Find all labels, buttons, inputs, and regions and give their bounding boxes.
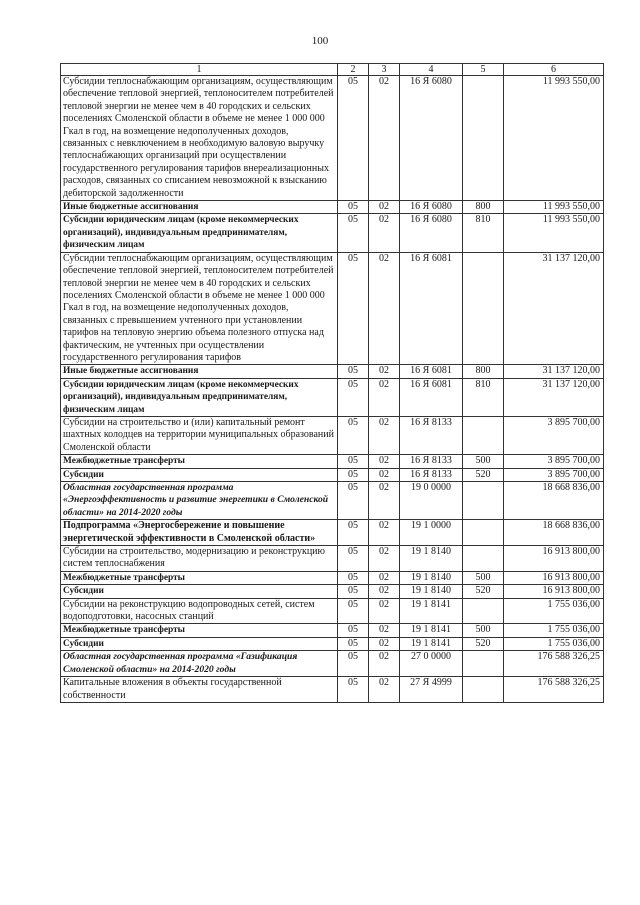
expense-type-code: 500 [463, 624, 504, 637]
table-row [61, 520, 604, 546]
expense-type-code: 500 [463, 571, 504, 584]
subsection-code: 02 [369, 455, 400, 468]
table-row [61, 214, 604, 252]
subsection-code: 02 [369, 482, 400, 520]
column-header-3: 3 [369, 64, 400, 76]
amount: 16 913 800,00 [504, 546, 604, 572]
section-code: 05 [338, 598, 369, 624]
target-article-code: 19 1 8141 [400, 637, 463, 650]
amount: 3 895 700,00 [504, 468, 604, 481]
subsection-code: 02 [369, 201, 400, 214]
target-article-code: 16 Я 6080 [400, 201, 463, 214]
section-code: 05 [338, 677, 369, 703]
target-article-code: 16 Я 8133 [400, 455, 463, 468]
target-article-code: 16 Я 6080 [400, 214, 463, 252]
table-row [61, 677, 604, 703]
subsection-code: 02 [369, 637, 400, 650]
amount: 3 895 700,00 [504, 455, 604, 468]
item-name: Областная государственная программа «Газификация Смоленской области» на 2014-2020 годы [61, 651, 338, 677]
table-row [61, 252, 604, 365]
section-code: 05 [338, 455, 369, 468]
subsection-code: 02 [369, 598, 400, 624]
target-article-code: 16 Я 6081 [400, 365, 463, 378]
table-row [61, 468, 604, 481]
table-row [61, 365, 604, 378]
amount: 1 755 036,00 [504, 598, 604, 624]
section-code: 05 [338, 585, 369, 598]
expense-type-code: 500 [463, 455, 504, 468]
subsection-code: 02 [369, 651, 400, 677]
target-article-code: 16 Я 8133 [400, 468, 463, 481]
expense-type-code [463, 546, 504, 572]
expense-type-code: 800 [463, 365, 504, 378]
subsection-code: 02 [369, 416, 400, 454]
subsection-code: 02 [369, 624, 400, 637]
section-code: 05 [338, 468, 369, 481]
column-number-row [61, 64, 604, 76]
target-article-code: 19 1 8140 [400, 585, 463, 598]
target-article-code: 19 1 8140 [400, 571, 463, 584]
amount: 11 993 550,00 [504, 201, 604, 214]
table-row [61, 585, 604, 598]
amount: 1 755 036,00 [504, 637, 604, 650]
subsection-code: 02 [369, 520, 400, 546]
item-name: Субсидии [61, 585, 338, 598]
item-name: Межбюджетные трансферты [61, 455, 338, 468]
item-name: Иные бюджетные ассигнования [61, 365, 338, 378]
table-row [61, 378, 604, 416]
subsection-code: 02 [369, 571, 400, 584]
page-number: 100 [311, 35, 329, 47]
section-code: 05 [338, 520, 369, 546]
section-code: 05 [338, 651, 369, 677]
table-row [61, 546, 604, 572]
expense-type-code [463, 651, 504, 677]
amount: 16 913 800,00 [504, 571, 604, 584]
column-header-2: 2 [338, 64, 369, 76]
target-article-code: 19 1 0000 [400, 520, 463, 546]
subsection-code: 02 [369, 378, 400, 416]
target-article-code: 19 1 8141 [400, 624, 463, 637]
table-row [61, 637, 604, 650]
table-row [61, 651, 604, 677]
table-row [61, 598, 604, 624]
amount: 18 668 836,00 [504, 482, 604, 520]
item-name: Субсидии юридическим лицам (кроме некоммерческих организаций), индивидуальным предпринимателям, физическим лицам [61, 378, 338, 416]
target-article-code: 19 1 8140 [400, 546, 463, 572]
table-row [61, 76, 604, 201]
subsection-code: 02 [369, 365, 400, 378]
column-header-4: 4 [400, 64, 463, 76]
amount: 31 137 120,00 [504, 252, 604, 365]
amount: 176 588 326,25 [504, 677, 604, 703]
expense-type-code [463, 520, 504, 546]
section-code: 05 [338, 365, 369, 378]
section-code: 05 [338, 201, 369, 214]
expense-type-code: 520 [463, 468, 504, 481]
expense-type-code: 800 [463, 201, 504, 214]
target-article-code: 16 Я 6081 [400, 378, 463, 416]
subsection-code: 02 [369, 76, 400, 201]
target-article-code: 16 Я 8133 [400, 416, 463, 454]
target-article-code: 16 Я 6081 [400, 252, 463, 365]
subsection-code: 02 [369, 546, 400, 572]
expense-type-code: 810 [463, 378, 504, 416]
amount: 31 137 120,00 [504, 378, 604, 416]
amount: 11 993 550,00 [504, 214, 604, 252]
section-code: 05 [338, 76, 369, 201]
section-code: 05 [338, 252, 369, 365]
table-row [61, 455, 604, 468]
table-row [61, 482, 604, 520]
column-header-5: 5 [463, 64, 504, 76]
amount: 176 588 326,25 [504, 651, 604, 677]
amount: 18 668 836,00 [504, 520, 604, 546]
item-name: Межбюджетные трансферты [61, 571, 338, 584]
section-code: 05 [338, 214, 369, 252]
item-name: Субсидии на реконструкцию водопроводных сетей, систем водоподготовки, насосных станций [61, 598, 338, 624]
section-code: 05 [338, 571, 369, 584]
subsection-code: 02 [369, 677, 400, 703]
expense-type-code [463, 252, 504, 365]
item-name: Подпрограмма «Энергосбережение и повышение энергетической эффективности в Смоленской области» [61, 520, 338, 546]
column-header-1: 1 [61, 64, 338, 76]
expense-type-code: 520 [463, 585, 504, 598]
item-name: Иные бюджетные ассигнования [61, 201, 338, 214]
target-article-code: 27 Я 4999 [400, 677, 463, 703]
amount: 1 755 036,00 [504, 624, 604, 637]
item-name: Субсидии на строительство, модернизацию и реконструкцию систем теплоснабжения [61, 546, 338, 572]
target-article-code: 19 1 8141 [400, 598, 463, 624]
section-code: 05 [338, 482, 369, 520]
amount: 16 913 800,00 [504, 585, 604, 598]
expense-type-code [463, 76, 504, 201]
section-code: 05 [338, 637, 369, 650]
table-row [61, 571, 604, 584]
item-name: Областная государственная программа «Энергоэффективность и развитие энергетики в Смоленской области» на 2014-2020 годы [61, 482, 338, 520]
amount: 31 137 120,00 [504, 365, 604, 378]
table-row [61, 416, 604, 454]
target-article-code: 19 0 0000 [400, 482, 463, 520]
subsection-code: 02 [369, 585, 400, 598]
expense-type-code [463, 416, 504, 454]
item-name: Субсидии на строительство и (или) капитальный ремонт шахтных колодцев на территории муниципальных образований Смоленской области [61, 416, 338, 454]
item-name: Субсидии теплоснабжающим организациям, осуществляющим обеспечение тепловой энергией, теплоносителем потребителей тепловой энергии не менее чем в 40 городских и сельских поселениях Смоленской области в объеме не менее 1 000 000 Гкал в год, на возмещение недополученных доходов, связанных с невключением в необходимую валовую выручку теплоснабжающих организаций при осуществлении государственного регулирования тарифов внереализационных расходов, связанных со списанием невозможной к взысканию дебиторской задолженности [61, 76, 338, 201]
amount: 3 895 700,00 [504, 416, 604, 454]
item-name: Субсидии [61, 468, 338, 481]
subsection-code: 02 [369, 252, 400, 365]
section-code: 05 [338, 378, 369, 416]
table-row [61, 624, 604, 637]
expense-type-code: 810 [463, 214, 504, 252]
budget-table [60, 63, 604, 703]
subsection-code: 02 [369, 214, 400, 252]
subsection-code: 02 [369, 468, 400, 481]
section-code: 05 [338, 546, 369, 572]
expense-type-code: 520 [463, 637, 504, 650]
item-name: Межбюджетные трансферты [61, 624, 338, 637]
target-article-code: 16 Я 6080 [400, 76, 463, 201]
expense-type-code [463, 598, 504, 624]
section-code: 05 [338, 416, 369, 454]
expense-type-code [463, 677, 504, 703]
item-name: Субсидии юридическим лицам (кроме некоммерческих организаций), индивидуальным предпринимателям, физическим лицам [61, 214, 338, 252]
section-code: 05 [338, 624, 369, 637]
amount: 11 993 550,00 [504, 76, 604, 201]
expense-type-code [463, 482, 504, 520]
table-body [61, 76, 604, 703]
item-name: Субсидии [61, 637, 338, 650]
table-row [61, 201, 604, 214]
item-name: Капитальные вложения в объекты государственной собственности [61, 677, 338, 703]
target-article-code: 27 0 0000 [400, 651, 463, 677]
item-name: Субсидии теплоснабжающим организациям, осуществляющим обеспечение тепловой энергией, теплоносителем потребителей тепловой энергии не менее чем в 40 городских и сельских поселениях Смоленской области в объеме не менее 1 000 000 Гкал в год, на возмещение недополученных доходов, связанных с превышением учтенного при установлении тарифов на тепловую энергию объема полезного отпуска над фактическим, не учтенных при осуществлении государственного регулирования тарифов [61, 252, 338, 365]
column-header-6: 6 [504, 64, 604, 76]
